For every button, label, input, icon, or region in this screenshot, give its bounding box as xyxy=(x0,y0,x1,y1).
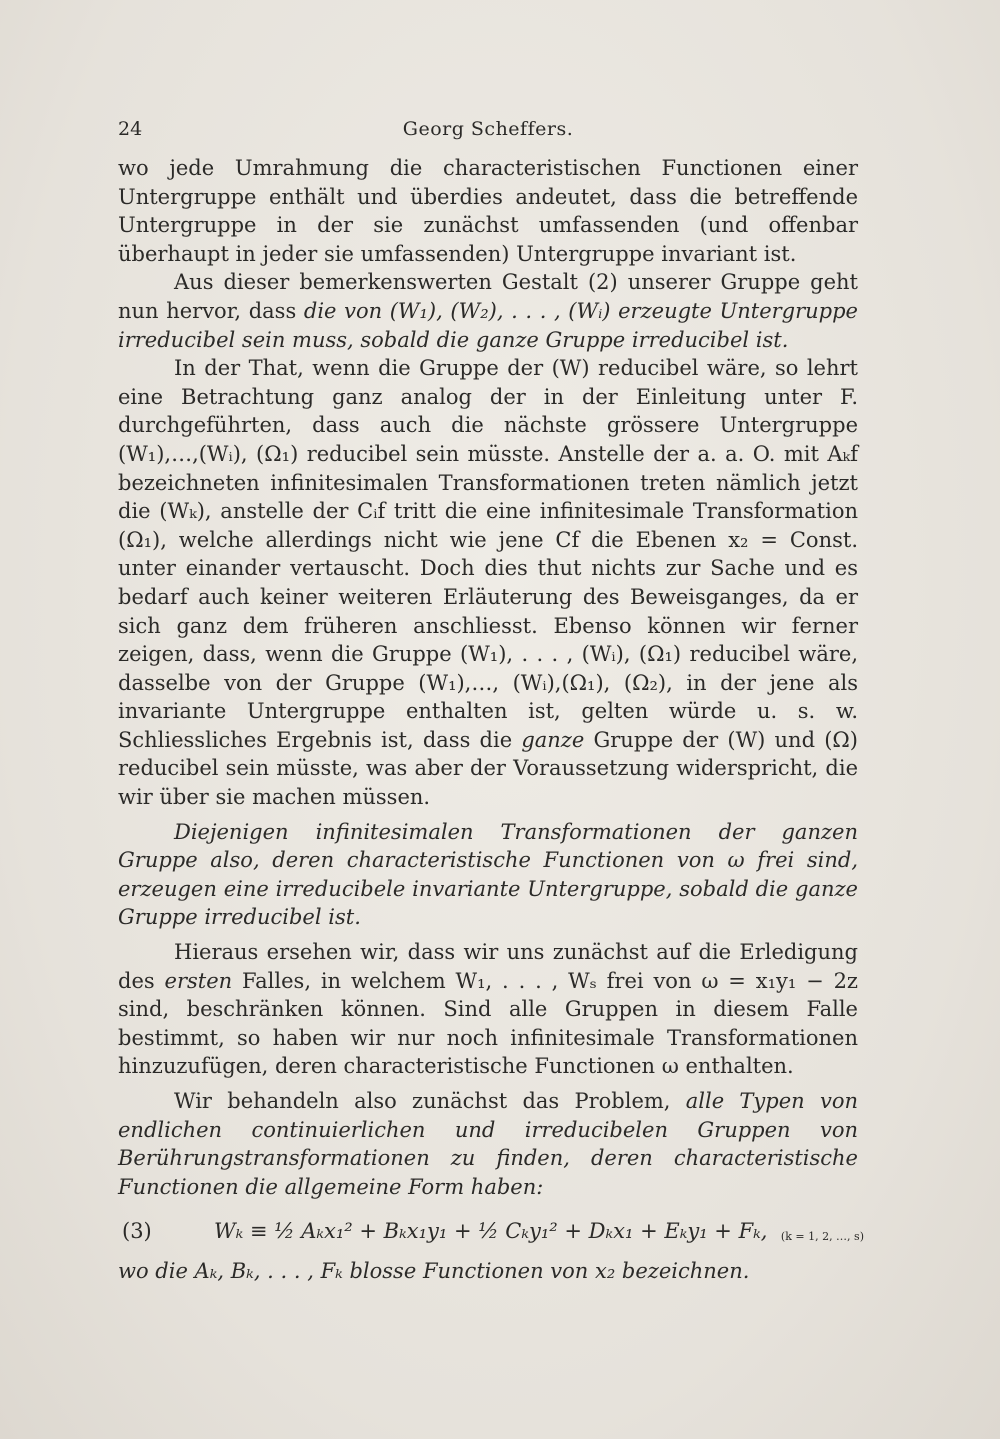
page-body xyxy=(118,154,864,1286)
equation-expression: Wₖ ≡ ½ Aₖx₁² + Bₖx₁y₁ + ½ Cₖy₁² + Dₖx₁ + Eₖy₁ + Fₖ, xyxy=(214,1219,768,1244)
paragraph-6-lead: Wir behandeln also zunächst das Problem, xyxy=(174,1089,671,1113)
paragraph-3-emph: ganze xyxy=(521,727,585,752)
page-number: 24 xyxy=(118,118,143,140)
paragraph-6-problem: alle Typen von endlichen continuierlichen und irreducibelen Gruppen von Berührungstransformationen zu finden, deren characteristische Functionen die allgemeine Form haben: xyxy=(118,1089,859,1199)
paragraph-2-theorem: die von (W₁), (W₂), . . . , (Wᵢ) erzeugte Untergruppe irreducibel sein muss, sobald die ganze Gruppe irreducibel ist. xyxy=(118,298,858,352)
closing-sentence: wo die Aₖ, Bₖ, . . . , Fₖ blosse Functionen von x₂ bezeichnen. xyxy=(118,1259,750,1284)
paragraph-5 xyxy=(118,938,858,1081)
paragraph-6 xyxy=(118,1087,858,1201)
equation-number: (3) xyxy=(122,1219,152,1244)
paragraph-2-lead: Aus dieser bemerkenswerten Gestalt (2) unserer Gruppe geht nun hervor, dass xyxy=(118,270,858,323)
equation-3 xyxy=(118,1207,864,1253)
paragraph-3-text: In der That, wenn die Gruppe der (W) reducibel wäre, so lehrt eine Betrachtung ganz analog der in der Einleitung unter F. durchgeführten, dass auch die nächste grössere Untergruppe (W₁),…,(Wᵢ), (Ω₁) reducibel sein müsste. Anstelle der a. a. O. mit Aₖf bezeichneten infinitesimalen Transformationen treten nämlich jetzt die (Wₖ), anstelle der Cᵢf tritt die eine infinitesimale Transformation (Ω₁), welche allerdings nicht wie jene Cf die Ebenen x₂ = Const. unter einander vertauscht. Doch dies thut nichts zur Sache und es bedarf auch keiner weiteren Erläuterung des Beweisganges, da er sich ganz dem früheren anschliesst. Ebenso können wir ferner zeigen, dass, wenn die Gruppe (W₁), . . . , (Wᵢ), (Ω₁) reducibel wäre, dasselbe von der Gruppe (W₁),…, (Wᵢ),(Ω₁), (Ω₂), in der jene als invariante Untergruppe enthalten ist, gelten würde u. s. w. Schliessliches Ergebnis ist, dass die xyxy=(118,356,858,752)
paragraph-3 xyxy=(118,354,858,812)
paragraph-2 xyxy=(118,268,858,354)
equation-index-range: (k = 1, 2, …, s) xyxy=(780,1230,864,1244)
paragraph-3-tail: Gruppe der (W) und (Ω) reducibel sein müsste, was aber der Voraussetzung widerspricht, die wir über sie machen müssen. xyxy=(118,727,859,810)
paragraph-5-tail: Falles, in welchem W₁, . . . , Wₛ frei von ω = x₁y₁ − 2z sind, beschränken können. Sind alle Gruppen in diesem Falle bestimmt, so haben wir nur noch infinitesimale Transformationen hinzuzufügen, deren characteristische Functionen ω enthalten. xyxy=(118,968,858,1079)
paragraph-5-lead: Hieraus ersehen wir, dass wir uns zunächst auf die Erledigung des xyxy=(118,940,858,993)
running-head-author: Georg Scheffers. xyxy=(402,118,574,140)
paragraph-1: wo jede Umrahmung die characteristischen Functionen einer Untergruppe enthält und überdies andeutet, dass die betreffende Untergruppe in der sie zunächst umfassenden (und offenbar überhaupt in jeder sie umfassenden) Untergruppe invariant ist. xyxy=(118,156,858,266)
page-header xyxy=(118,118,858,148)
paragraph-5-emph: ersten xyxy=(164,968,233,993)
theorem-statement: Diejenigen infinitesimalen Transformationen der ganzen Gruppe also, deren characteristische Functionen von ω frei sind, erzeugen eine irreducibele invariante Untergruppe, sobald die ganze Gruppe irreducibel ist. xyxy=(118,819,858,930)
